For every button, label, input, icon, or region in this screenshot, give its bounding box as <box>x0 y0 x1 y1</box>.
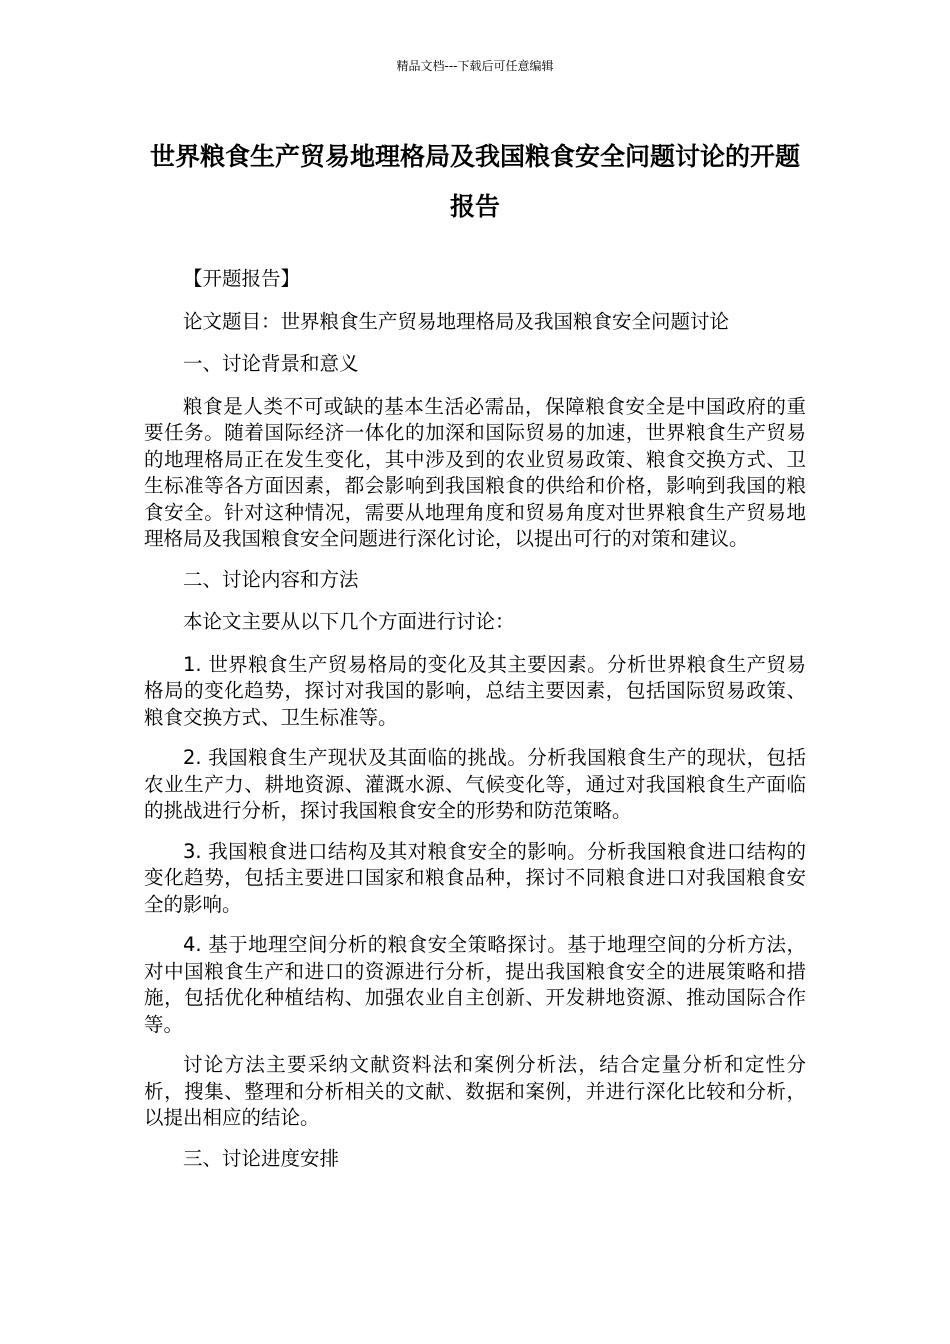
paragraph-intro-aspects: 本论文主要从以下几个方面进行讨论： <box>183 610 515 633</box>
section-heading-schedule: 三、讨论进度安排 <box>183 1146 340 1170</box>
list-item-3: 3. 我国粮食进口结构及其对粮食安全的影响。分析我国粮食进口结构的变化趋势，包括主要进口国家和粮食品种，探讨不同粮食进口对我国粮食安全的影响。 <box>144 839 806 916</box>
header-note: 精品文档---下载后可任意编辑 <box>396 59 554 73</box>
list-item-1: 1. 世界粮食生产贸易格局的变化及其主要因素。分析世界粮食生产贸易格局的变化趋势，探讨对我国的影响，总结主要因素，包括国际贸易政策、粮食交换方式、卫生标准等。 <box>144 652 806 729</box>
document-title: 世界粮食生产贸易地理格局及我国粮食安全问题讨论的开题报告 <box>149 142 800 221</box>
paragraph-background: 粮食是人类不可或缺的基本生活必需品，保障粮食安全是中国政府的重要任务。随着国际经济一体化的加深和国际贸易的加速，世界粮食生产贸易的地理格局正在发生变化，其中涉及到的农业贸易政策、粮食交换方式、卫生标准等各方面因素，都会影响到我国粮食的供给和价格，影响到我国的粮食安全。针对这种情况，需要从地理角度和贸易角度对世界粮食生产贸易地理格局及我国粮食安全问题进行深化讨论，以提出可行的对策和建议。 <box>144 394 806 550</box>
list-item-4: 4. 基于地理空间分析的粮食安全策略探讨。基于地理空间的分析方法，对中国粮食生产和进口的资源进行分析，提出我国粮食安全的进展策略和措施，包括优化种植结构、加强农业自主创新、开发耕地资源、推动国际合作等。 <box>144 933 806 1036</box>
section-heading-content-methods: 二、讨论内容和方法 <box>183 567 359 591</box>
document-body <box>144 266 806 1188</box>
thesis-title-line: 论文题目：世界粮食生产贸易地理格局及我国粮食安全问题讨论 <box>183 309 730 333</box>
section-label-proposal: 【开题报告】 <box>183 267 301 290</box>
list-item-2: 2. 我国粮食生产现状及其面临的挑战。分析我国粮食生产的现状，包括农业生产力、耕地资源、灌溉水源、气候变化等，通过对我国粮食生产面临的挑战进行分析，探讨我国粮食安全的形势和防范策略。 <box>144 746 806 822</box>
paragraph-methods: 讨论方法主要采纳文献资料法和案例分析法，结合定量分析和定性分析，搜集、整理和分析相关的文献、数据和案例，并进行深化比较和分析，以提出相应的结论。 <box>144 1053 806 1129</box>
section-heading-background: 一、讨论背景和意义 <box>183 352 359 375</box>
